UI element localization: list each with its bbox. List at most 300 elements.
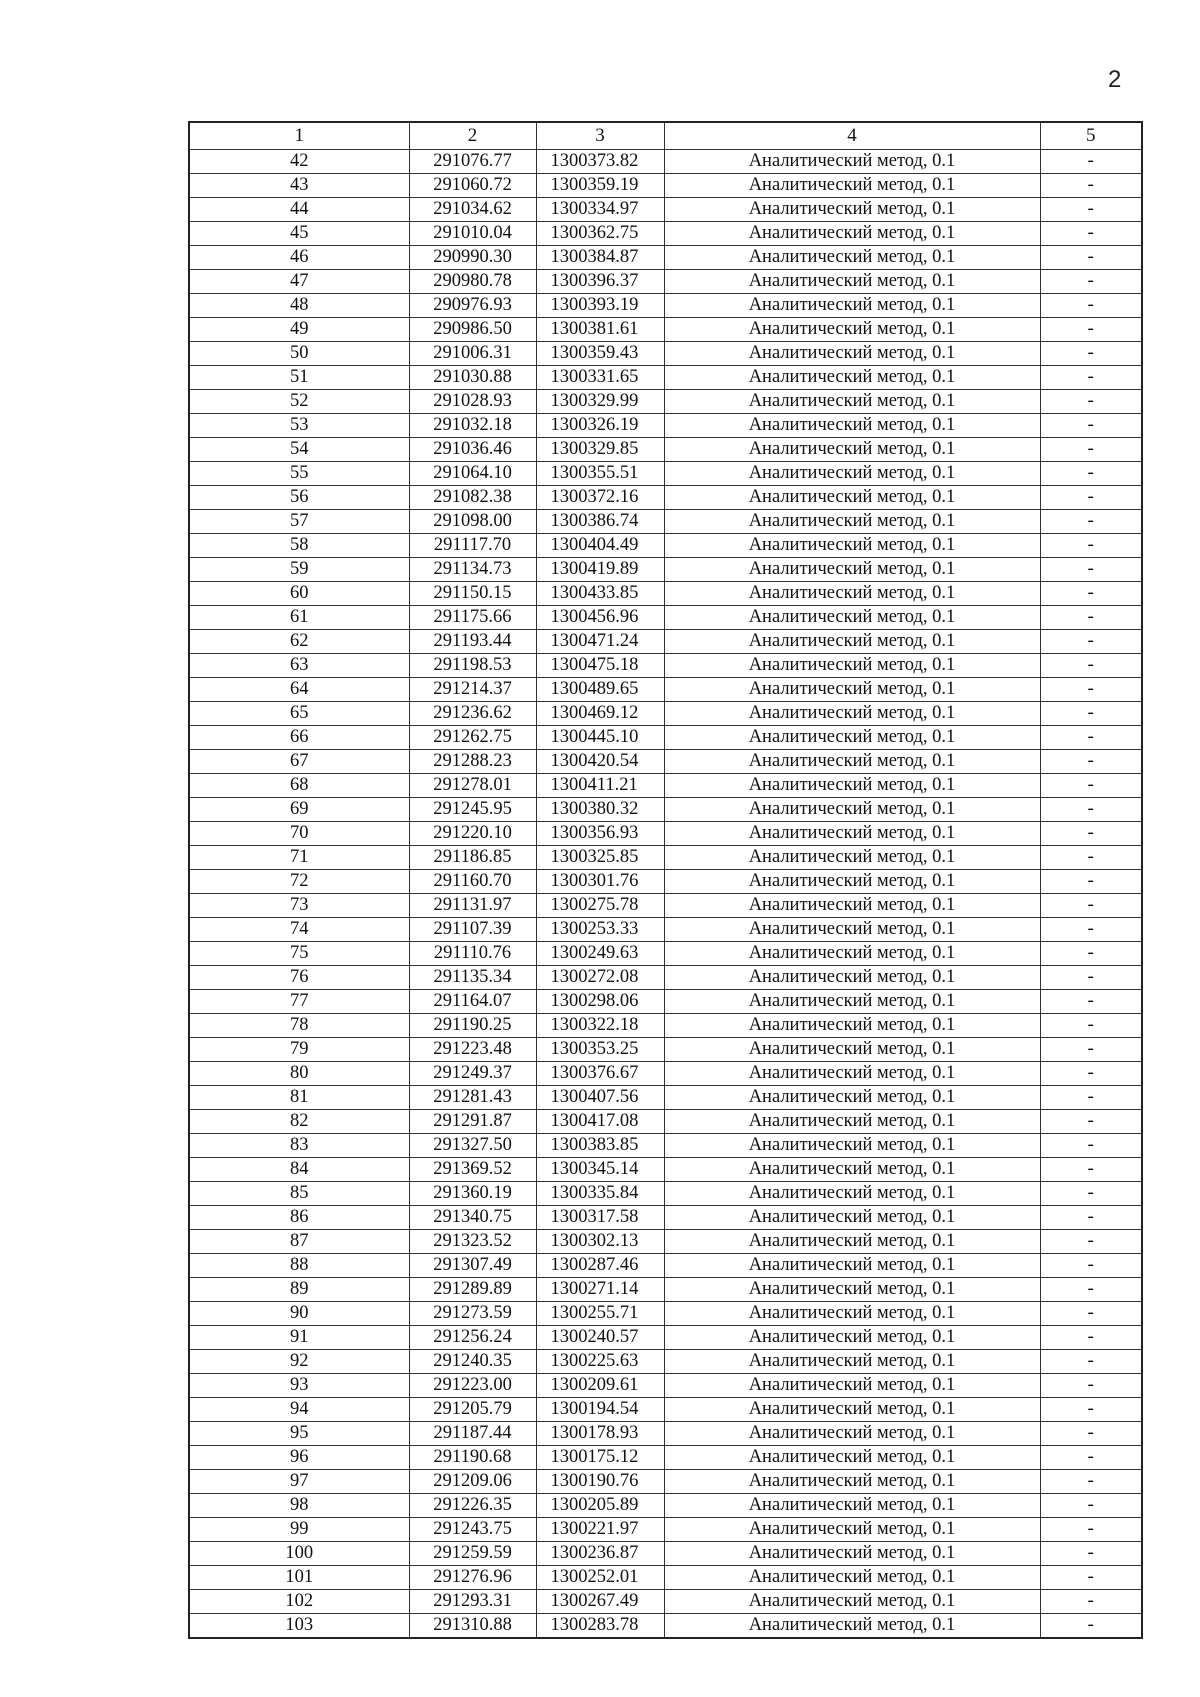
table-row	[189, 702, 1142, 726]
y-coordinate-cell: 1300475.18	[536, 654, 664, 678]
y-coordinate-cell: 1300469.12	[536, 702, 664, 726]
x-coordinate-cell: 291281.43	[409, 1086, 536, 1110]
table-row	[189, 1134, 1142, 1158]
table-row	[189, 606, 1142, 630]
x-coordinate-cell: 291107.39	[409, 918, 536, 942]
column-header: 1	[189, 122, 409, 150]
x-coordinate-cell: 291187.44	[409, 1422, 536, 1446]
x-coordinate-cell: 291288.23	[409, 750, 536, 774]
point-number-cell: 60	[189, 582, 409, 606]
x-coordinate-cell: 291307.49	[409, 1254, 536, 1278]
note-cell: -	[1040, 726, 1142, 750]
x-coordinate-cell: 291278.01	[409, 774, 536, 798]
y-coordinate-cell: 1300334.97	[536, 198, 664, 222]
table-row	[189, 846, 1142, 870]
method-cell: Аналитический метод, 0.1	[664, 1062, 1040, 1086]
method-cell: Аналитический метод, 0.1	[664, 390, 1040, 414]
method-cell: Аналитический метод, 0.1	[664, 1254, 1040, 1278]
y-coordinate-cell: 1300301.76	[536, 870, 664, 894]
y-coordinate-cell: 1300384.87	[536, 246, 664, 270]
method-cell: Аналитический метод, 0.1	[664, 1470, 1040, 1494]
point-number-cell: 62	[189, 630, 409, 654]
table-row	[189, 990, 1142, 1014]
note-cell: -	[1040, 774, 1142, 798]
method-cell: Аналитический метод, 0.1	[664, 342, 1040, 366]
method-cell: Аналитический метод, 0.1	[664, 1158, 1040, 1182]
note-cell: -	[1040, 390, 1142, 414]
y-coordinate-cell: 1300433.85	[536, 582, 664, 606]
note-cell: -	[1040, 270, 1142, 294]
note-cell: -	[1040, 150, 1142, 174]
x-coordinate-cell: 291323.52	[409, 1230, 536, 1254]
table-row	[189, 774, 1142, 798]
method-cell: Аналитический метод, 0.1	[664, 270, 1040, 294]
point-number-cell: 46	[189, 246, 409, 270]
x-coordinate-cell: 290990.30	[409, 246, 536, 270]
note-cell: -	[1040, 1254, 1142, 1278]
point-number-cell: 45	[189, 222, 409, 246]
point-number-cell: 70	[189, 822, 409, 846]
method-cell: Аналитический метод, 0.1	[664, 1590, 1040, 1614]
point-number-cell: 43	[189, 174, 409, 198]
point-number-cell: 44	[189, 198, 409, 222]
column-header: 2	[409, 122, 536, 150]
y-coordinate-cell: 1300381.61	[536, 318, 664, 342]
point-number-cell: 51	[189, 366, 409, 390]
x-coordinate-cell: 291135.34	[409, 966, 536, 990]
table-row	[189, 414, 1142, 438]
point-number-cell: 74	[189, 918, 409, 942]
x-coordinate-cell: 291240.35	[409, 1350, 536, 1374]
y-coordinate-cell: 1300275.78	[536, 894, 664, 918]
x-coordinate-cell: 291262.75	[409, 726, 536, 750]
point-number-cell: 54	[189, 438, 409, 462]
page-number: 2	[1108, 66, 1122, 93]
y-coordinate-cell: 1300317.58	[536, 1206, 664, 1230]
note-cell: -	[1040, 870, 1142, 894]
note-cell: -	[1040, 294, 1142, 318]
table-row	[189, 1038, 1142, 1062]
y-coordinate-cell: 1300386.74	[536, 510, 664, 534]
method-cell: Аналитический метод, 0.1	[664, 486, 1040, 510]
point-number-cell: 86	[189, 1206, 409, 1230]
y-coordinate-cell: 1300376.67	[536, 1062, 664, 1086]
table-row	[189, 582, 1142, 606]
note-cell: -	[1040, 582, 1142, 606]
x-coordinate-cell: 291117.70	[409, 534, 536, 558]
note-cell: -	[1040, 654, 1142, 678]
y-coordinate-cell: 1300407.56	[536, 1086, 664, 1110]
point-number-cell: 65	[189, 702, 409, 726]
point-number-cell: 64	[189, 678, 409, 702]
table-row	[189, 1326, 1142, 1350]
method-cell: Аналитический метод, 0.1	[664, 582, 1040, 606]
note-cell: -	[1040, 486, 1142, 510]
note-cell: -	[1040, 798, 1142, 822]
x-coordinate-cell: 291028.93	[409, 390, 536, 414]
method-cell: Аналитический метод, 0.1	[664, 414, 1040, 438]
point-number-cell: 78	[189, 1014, 409, 1038]
table-row	[189, 1014, 1142, 1038]
note-cell: -	[1040, 1374, 1142, 1398]
column-header: 5	[1040, 122, 1142, 150]
table-row	[189, 342, 1142, 366]
note-cell: -	[1040, 222, 1142, 246]
point-number-cell: 90	[189, 1302, 409, 1326]
method-cell: Аналитический метод, 0.1	[664, 990, 1040, 1014]
y-coordinate-cell: 1300221.97	[536, 1518, 664, 1542]
point-number-cell: 72	[189, 870, 409, 894]
method-cell: Аналитический метод, 0.1	[664, 1134, 1040, 1158]
x-coordinate-cell: 291249.37	[409, 1062, 536, 1086]
note-cell: -	[1040, 1326, 1142, 1350]
table-row	[189, 1254, 1142, 1278]
note-cell: -	[1040, 1038, 1142, 1062]
y-coordinate-cell: 1300190.76	[536, 1470, 664, 1494]
table-row	[189, 750, 1142, 774]
point-number-cell: 93	[189, 1374, 409, 1398]
method-cell: Аналитический метод, 0.1	[664, 798, 1040, 822]
table-row	[189, 1086, 1142, 1110]
x-coordinate-cell: 291293.31	[409, 1590, 536, 1614]
note-cell: -	[1040, 846, 1142, 870]
table-row	[189, 318, 1142, 342]
note-cell: -	[1040, 702, 1142, 726]
y-coordinate-cell: 1300252.01	[536, 1566, 664, 1590]
x-coordinate-cell: 291205.79	[409, 1398, 536, 1422]
point-number-cell: 58	[189, 534, 409, 558]
x-coordinate-cell: 291245.95	[409, 798, 536, 822]
table-row	[189, 438, 1142, 462]
y-coordinate-cell: 1300331.65	[536, 366, 664, 390]
note-cell: -	[1040, 1350, 1142, 1374]
table-row	[189, 294, 1142, 318]
y-coordinate-cell: 1300359.19	[536, 174, 664, 198]
point-number-cell: 95	[189, 1422, 409, 1446]
note-cell: -	[1040, 1014, 1142, 1038]
point-number-cell: 66	[189, 726, 409, 750]
note-cell: -	[1040, 510, 1142, 534]
table-row	[189, 678, 1142, 702]
y-coordinate-cell: 1300240.57	[536, 1326, 664, 1350]
table-row	[189, 1518, 1142, 1542]
x-coordinate-cell: 291256.24	[409, 1326, 536, 1350]
table-row	[189, 798, 1142, 822]
table-row	[189, 1062, 1142, 1086]
point-number-cell: 102	[189, 1590, 409, 1614]
note-cell: -	[1040, 1542, 1142, 1566]
method-cell: Аналитический метод, 0.1	[664, 1086, 1040, 1110]
note-cell: -	[1040, 1398, 1142, 1422]
point-number-cell: 57	[189, 510, 409, 534]
method-cell: Аналитический метод, 0.1	[664, 150, 1040, 174]
method-cell: Аналитический метод, 0.1	[664, 702, 1040, 726]
x-coordinate-cell: 291220.10	[409, 822, 536, 846]
note-cell: -	[1040, 966, 1142, 990]
point-number-cell: 88	[189, 1254, 409, 1278]
point-number-cell: 83	[189, 1134, 409, 1158]
x-coordinate-cell: 290986.50	[409, 318, 536, 342]
y-coordinate-cell: 1300267.49	[536, 1590, 664, 1614]
table-row	[189, 1110, 1142, 1134]
y-coordinate-cell: 1300373.82	[536, 150, 664, 174]
x-coordinate-cell: 291369.52	[409, 1158, 536, 1182]
method-cell: Аналитический метод, 0.1	[664, 870, 1040, 894]
y-coordinate-cell: 1300383.85	[536, 1134, 664, 1158]
point-number-cell: 55	[189, 462, 409, 486]
method-cell: Аналитический метод, 0.1	[664, 1110, 1040, 1134]
x-coordinate-cell: 291064.10	[409, 462, 536, 486]
y-coordinate-cell: 1300302.13	[536, 1230, 664, 1254]
point-number-cell: 48	[189, 294, 409, 318]
method-cell: Аналитический метод, 0.1	[664, 294, 1040, 318]
point-number-cell: 101	[189, 1566, 409, 1590]
point-number-cell: 84	[189, 1158, 409, 1182]
x-coordinate-cell: 291036.46	[409, 438, 536, 462]
table-header-row	[189, 122, 1142, 150]
note-cell: -	[1040, 630, 1142, 654]
method-cell: Аналитический метод, 0.1	[664, 1374, 1040, 1398]
note-cell: -	[1040, 990, 1142, 1014]
x-coordinate-cell: 291276.96	[409, 1566, 536, 1590]
note-cell: -	[1040, 366, 1142, 390]
point-number-cell: 89	[189, 1278, 409, 1302]
point-number-cell: 77	[189, 990, 409, 1014]
point-number-cell: 61	[189, 606, 409, 630]
table-row	[189, 1494, 1142, 1518]
x-coordinate-cell: 291273.59	[409, 1302, 536, 1326]
y-coordinate-cell: 1300287.46	[536, 1254, 664, 1278]
y-coordinate-cell: 1300445.10	[536, 726, 664, 750]
x-coordinate-cell: 291190.68	[409, 1446, 536, 1470]
table-row	[189, 1182, 1142, 1206]
y-coordinate-cell: 1300404.49	[536, 534, 664, 558]
method-cell: Аналитический метод, 0.1	[664, 1302, 1040, 1326]
table-row	[189, 510, 1142, 534]
method-cell: Аналитический метод, 0.1	[664, 654, 1040, 678]
x-coordinate-cell: 291098.00	[409, 510, 536, 534]
y-coordinate-cell: 1300396.37	[536, 270, 664, 294]
note-cell: -	[1040, 438, 1142, 462]
table-row	[189, 1278, 1142, 1302]
point-number-cell: 103	[189, 1614, 409, 1639]
method-cell: Аналитический метод, 0.1	[664, 726, 1040, 750]
y-coordinate-cell: 1300393.19	[536, 294, 664, 318]
note-cell: -	[1040, 342, 1142, 366]
x-coordinate-cell: 291032.18	[409, 414, 536, 438]
point-number-cell: 92	[189, 1350, 409, 1374]
y-coordinate-cell: 1300335.84	[536, 1182, 664, 1206]
x-coordinate-cell: 291175.66	[409, 606, 536, 630]
point-number-cell: 73	[189, 894, 409, 918]
point-number-cell: 49	[189, 318, 409, 342]
x-coordinate-cell: 291160.70	[409, 870, 536, 894]
method-cell: Аналитический метод, 0.1	[664, 750, 1040, 774]
method-cell: Аналитический метод, 0.1	[664, 1542, 1040, 1566]
table-row	[189, 1206, 1142, 1230]
method-cell: Аналитический метод, 0.1	[664, 822, 1040, 846]
note-cell: -	[1040, 1134, 1142, 1158]
x-coordinate-cell: 291340.75	[409, 1206, 536, 1230]
method-cell: Аналитический метод, 0.1	[664, 606, 1040, 630]
x-coordinate-cell: 291060.72	[409, 174, 536, 198]
method-cell: Аналитический метод, 0.1	[664, 918, 1040, 942]
note-cell: -	[1040, 1590, 1142, 1614]
y-coordinate-cell: 1300253.33	[536, 918, 664, 942]
table-row	[189, 270, 1142, 294]
point-number-cell: 80	[189, 1062, 409, 1086]
table-row	[189, 726, 1142, 750]
y-coordinate-cell: 1300271.14	[536, 1278, 664, 1302]
method-cell: Аналитический метод, 0.1	[664, 774, 1040, 798]
note-cell: -	[1040, 1302, 1142, 1326]
point-number-cell: 53	[189, 414, 409, 438]
method-cell: Аналитический метод, 0.1	[664, 1278, 1040, 1302]
x-coordinate-cell: 290976.93	[409, 294, 536, 318]
table-row	[189, 558, 1142, 582]
table-row	[189, 1350, 1142, 1374]
point-number-cell: 98	[189, 1494, 409, 1518]
table-row	[189, 462, 1142, 486]
y-coordinate-cell: 1300419.89	[536, 558, 664, 582]
column-header: 3	[536, 122, 664, 150]
x-coordinate-cell: 291186.85	[409, 846, 536, 870]
table-row	[189, 918, 1142, 942]
point-number-cell: 50	[189, 342, 409, 366]
method-cell: Аналитический метод, 0.1	[664, 534, 1040, 558]
note-cell: -	[1040, 606, 1142, 630]
note-cell: -	[1040, 1470, 1142, 1494]
y-coordinate-cell: 1300417.08	[536, 1110, 664, 1134]
method-cell: Аналитический метод, 0.1	[664, 1566, 1040, 1590]
table-row	[189, 1422, 1142, 1446]
x-coordinate-cell: 291010.04	[409, 222, 536, 246]
table-row	[189, 1566, 1142, 1590]
note-cell: -	[1040, 894, 1142, 918]
point-number-cell: 68	[189, 774, 409, 798]
y-coordinate-cell: 1300209.61	[536, 1374, 664, 1398]
y-coordinate-cell: 1300353.25	[536, 1038, 664, 1062]
note-cell: -	[1040, 942, 1142, 966]
table-row	[189, 1158, 1142, 1182]
x-coordinate-cell: 291226.35	[409, 1494, 536, 1518]
point-number-cell: 76	[189, 966, 409, 990]
x-coordinate-cell: 291134.73	[409, 558, 536, 582]
y-coordinate-cell: 1300283.78	[536, 1614, 664, 1639]
method-cell: Аналитический метод, 0.1	[664, 510, 1040, 534]
method-cell: Аналитический метод, 0.1	[664, 1446, 1040, 1470]
method-cell: Аналитический метод, 0.1	[664, 1326, 1040, 1350]
table-row	[189, 870, 1142, 894]
x-coordinate-cell: 291223.48	[409, 1038, 536, 1062]
note-cell: -	[1040, 1566, 1142, 1590]
note-cell: -	[1040, 1110, 1142, 1134]
table-row	[189, 534, 1142, 558]
y-coordinate-cell: 1300236.87	[536, 1542, 664, 1566]
x-coordinate-cell: 291214.37	[409, 678, 536, 702]
table-row	[189, 654, 1142, 678]
table-row	[189, 1374, 1142, 1398]
table-row	[189, 630, 1142, 654]
y-coordinate-cell: 1300272.08	[536, 966, 664, 990]
x-coordinate-cell: 291076.77	[409, 150, 536, 174]
note-cell: -	[1040, 1446, 1142, 1470]
note-cell: -	[1040, 1062, 1142, 1086]
method-cell: Аналитический метод, 0.1	[664, 462, 1040, 486]
table-row	[189, 222, 1142, 246]
note-cell: -	[1040, 1182, 1142, 1206]
note-cell: -	[1040, 1278, 1142, 1302]
table-row	[189, 1446, 1142, 1470]
table-row	[189, 1398, 1142, 1422]
y-coordinate-cell: 1300175.12	[536, 1446, 664, 1470]
method-cell: Аналитический метод, 0.1	[664, 438, 1040, 462]
note-cell: -	[1040, 1614, 1142, 1639]
table-row	[189, 966, 1142, 990]
table-row	[189, 366, 1142, 390]
table-row	[189, 942, 1142, 966]
point-number-cell: 75	[189, 942, 409, 966]
y-coordinate-cell: 1300420.54	[536, 750, 664, 774]
table-row	[189, 390, 1142, 414]
note-cell: -	[1040, 558, 1142, 582]
point-number-cell: 42	[189, 150, 409, 174]
x-coordinate-cell: 291164.07	[409, 990, 536, 1014]
column-header: 4	[664, 122, 1040, 150]
y-coordinate-cell: 1300322.18	[536, 1014, 664, 1038]
x-coordinate-cell: 290980.78	[409, 270, 536, 294]
note-cell: -	[1040, 1086, 1142, 1110]
table-row	[189, 1470, 1142, 1494]
point-number-cell: 47	[189, 270, 409, 294]
y-coordinate-cell: 1300359.43	[536, 342, 664, 366]
x-coordinate-cell: 291034.62	[409, 198, 536, 222]
x-coordinate-cell: 291190.25	[409, 1014, 536, 1038]
y-coordinate-cell: 1300372.16	[536, 486, 664, 510]
x-coordinate-cell: 291082.38	[409, 486, 536, 510]
x-coordinate-cell: 291006.31	[409, 342, 536, 366]
point-number-cell: 94	[189, 1398, 409, 1422]
point-number-cell: 67	[189, 750, 409, 774]
x-coordinate-cell: 291310.88	[409, 1614, 536, 1639]
y-coordinate-cell: 1300249.63	[536, 942, 664, 966]
y-coordinate-cell: 1300471.24	[536, 630, 664, 654]
point-number-cell: 79	[189, 1038, 409, 1062]
method-cell: Аналитический метод, 0.1	[664, 966, 1040, 990]
method-cell: Аналитический метод, 0.1	[664, 1422, 1040, 1446]
note-cell: -	[1040, 678, 1142, 702]
note-cell: -	[1040, 750, 1142, 774]
y-coordinate-cell: 1300325.85	[536, 846, 664, 870]
method-cell: Аналитический метод, 0.1	[664, 222, 1040, 246]
x-coordinate-cell: 291289.89	[409, 1278, 536, 1302]
method-cell: Аналитический метод, 0.1	[664, 198, 1040, 222]
table-row	[189, 1590, 1142, 1614]
method-cell: Аналитический метод, 0.1	[664, 1230, 1040, 1254]
x-coordinate-cell: 291030.88	[409, 366, 536, 390]
table-body	[189, 150, 1142, 1639]
x-coordinate-cell: 291193.44	[409, 630, 536, 654]
y-coordinate-cell: 1300225.63	[536, 1350, 664, 1374]
point-number-cell: 91	[189, 1326, 409, 1350]
method-cell: Аналитический метод, 0.1	[664, 246, 1040, 270]
point-number-cell: 69	[189, 798, 409, 822]
x-coordinate-cell: 291110.76	[409, 942, 536, 966]
point-number-cell: 97	[189, 1470, 409, 1494]
x-coordinate-cell: 291223.00	[409, 1374, 536, 1398]
x-coordinate-cell: 291131.97	[409, 894, 536, 918]
table-row	[189, 1230, 1142, 1254]
